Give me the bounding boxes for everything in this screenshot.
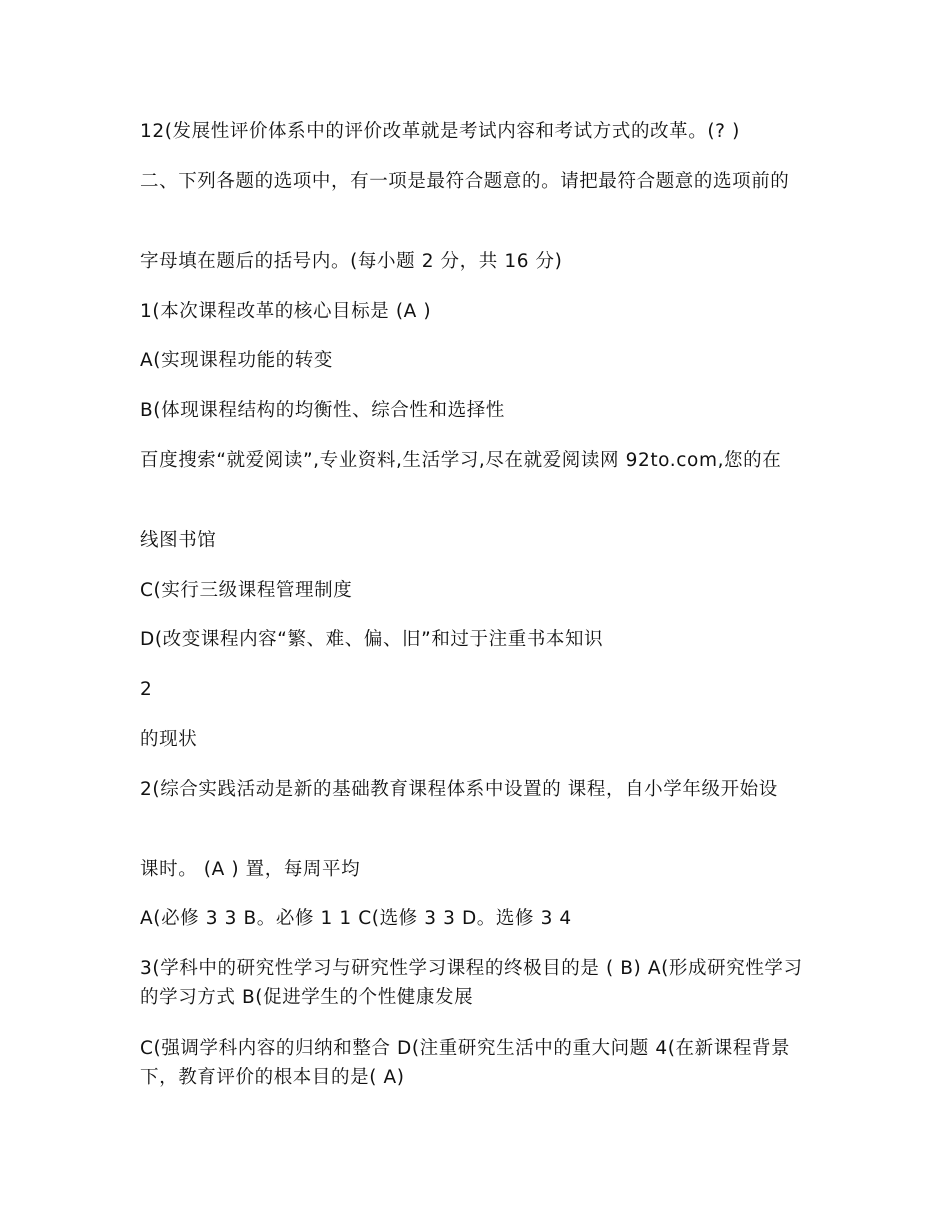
text-line-section-two-scoring: 字母填在题后的括号内。(每小题 2 分，共 16 分) [140,251,563,272]
text-line-q2-options: A(必修 3 3 B。必修 1 1 C(选修 3 3 D。选修 3 4 [140,908,572,929]
text-line-q12: 12(发展性评价体系中的评价改革就是考试内容和考试方式的改革。(? ) [140,121,740,142]
text-line-q3: 3(学科中的研究性学习与研究性学习课程的终极目的是 ( B) A(形成研究性学习的学习方式 B(促进学生的个性健康发展 [140,958,803,1008]
text-line-q1-option-b: B(体现课程结构的均衡性、综合性和选择性 [140,400,505,421]
text-line-q1-option-a: A(实现课程功能的转变 [140,350,333,371]
text-line-q1-option-d: D(改变课程内容“繁、难、偏、旧”和过于注重书本知识 [140,629,604,650]
text-line-q1-option-d-cont: 的现状 [140,729,198,750]
text-line-q1-option-c: C(实行三级课程管理制度 [140,580,353,601]
page-number: 2 [140,679,153,700]
text-line-watermark-ad-cont: 线图书馆 [140,530,217,551]
text-line-q2: 2(综合实践活动是新的基础教育课程体系中设置的 课程，自小学年级开始设 [140,779,778,800]
text-line-watermark-ad: 百度搜索“就爱阅读”,专业资料,生活学习,尽在就爱阅读网 92to.com,您的在 [140,450,782,471]
text-line-q1: 1(本次课程改革的核心目标是 (A ) [140,301,432,322]
text-line-q3-options-q4: C(强调学科内容的归纳和整合 D(注重研究生活中的重大问题 4(在新课程背景下，教育评价的根本目的是( A) [140,1038,791,1088]
text-line-q2-cont: 课时。 (A ) 置，每周平均 [140,859,361,880]
text-line-section-two-instructions: 二、下列各题的选项中，有一项是最符合题意的。请把最符合题意的选项前的 [140,171,790,192]
